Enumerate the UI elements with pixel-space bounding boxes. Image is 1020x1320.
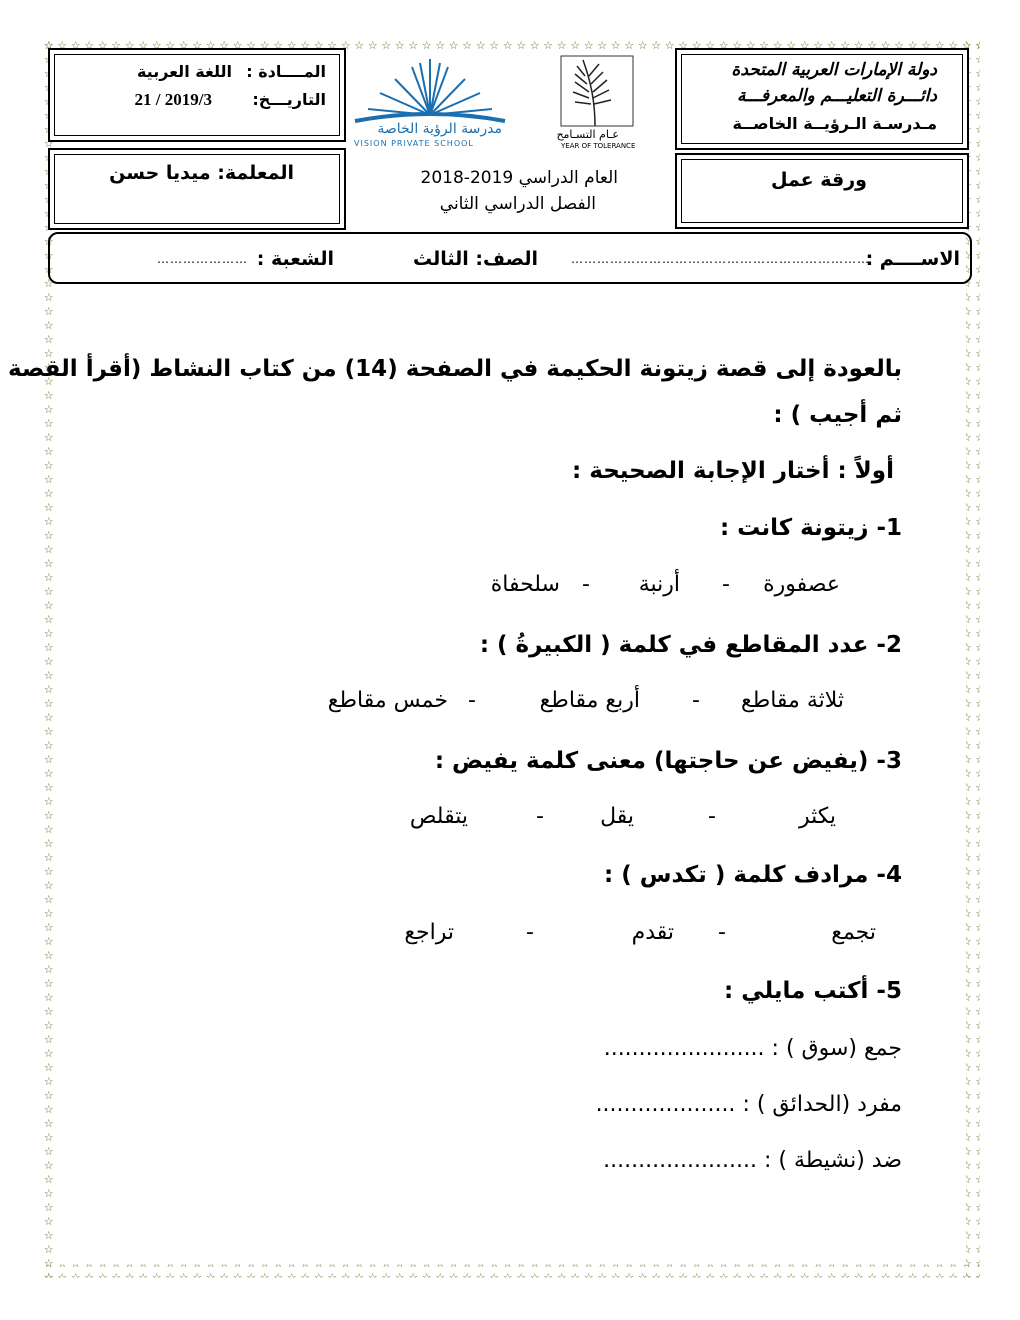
worksheet-title-box [675, 153, 969, 229]
year-of-tolerance-logo [545, 52, 645, 150]
q5-item-3-blank[interactable]: ...................... [603, 1148, 757, 1173]
q4-option-2[interactable]: تقدم [631, 920, 674, 945]
section-label: الشعبة : [256, 248, 334, 270]
q5-item-2-prompt: مفرد (الحدائق ) : [742, 1092, 902, 1117]
tolerance-arabic: عـام التسـامح [556, 128, 619, 141]
q2-sep-1: - [692, 688, 700, 713]
semester: الفصل الدراسي الثاني [439, 194, 596, 214]
q3-sep-1: - [708, 804, 716, 829]
question-3: 3- (يفيض عن حاجتها) معنى كلمة يفيض : [434, 748, 902, 774]
teacher-name: المعلمة: ميديا حسن [109, 162, 294, 184]
section-blank[interactable]: ………………… [157, 252, 248, 266]
grade: الصف: الثالث [413, 248, 538, 270]
q2-sep-2: - [468, 688, 476, 713]
q2-option-2[interactable]: أربع مقاطع [539, 688, 640, 713]
intro-line-2: ثم أجيب ) : [773, 402, 902, 428]
date-value [135, 90, 212, 110]
q5-item-2 [596, 1092, 902, 1117]
q5-item-1-prompt: جمع (سوق ) : [771, 1036, 902, 1061]
tolerance-english: YEAR OF TOLERANCE [561, 142, 636, 150]
subject-box [48, 48, 346, 142]
q5-item-3 [603, 1148, 902, 1173]
q5-item-3-prompt: ضد (نشيطة ) : [763, 1148, 902, 1173]
q2-option-3[interactable]: خمس مقاطع [327, 688, 448, 713]
q3-option-3[interactable]: يتقلص [409, 804, 468, 829]
department-name: دائـــرة التعليـــم والمعرفـــة [736, 86, 937, 106]
q1-sep-1: - [722, 572, 730, 597]
name-label: الاســــم : [865, 248, 960, 270]
vision-logo-english: VISION PRIVATE SCHOOL [354, 139, 474, 148]
q1-option-3[interactable]: سلحفاة [490, 572, 560, 597]
q5-item-1-blank[interactable]: ....................... [603, 1036, 765, 1061]
q3-option-1[interactable]: يكثر [798, 804, 836, 829]
ghaf-tree-icon [545, 52, 645, 130]
subject-value: اللغة العربية [136, 62, 232, 81]
q2-option-1[interactable]: ثلاثة مقاطع [741, 688, 844, 713]
country-name: دولة الإمارات العربية المتحدة [731, 60, 937, 80]
q4-sep-2: - [526, 920, 534, 945]
q3-sep-2: - [536, 804, 544, 829]
q4-sep-1: - [718, 920, 726, 945]
date-text: 21 / 2019/3 [134, 90, 212, 109]
question-5: 5- أكتب مايلي : [724, 978, 902, 1004]
subject-label: المــــادة : [246, 62, 326, 81]
school-name: مـدرسـة الـرؤيــة الخاصــة [732, 114, 937, 133]
vision-school-logo [350, 55, 510, 150]
vision-logo-arabic: مدرسة الرؤية الخاصة [377, 121, 502, 137]
student-info-bar [48, 232, 972, 284]
worksheet-title: ورقة عمل [770, 169, 867, 191]
name-blank[interactable]: …………………………………………………………… [571, 252, 870, 266]
academic-year: العام الدراسي 2019-2018 [420, 168, 618, 188]
q3-option-2[interactable]: يقل [600, 804, 634, 829]
question-4: 4- مرادف كلمة ( تكدس ) : [604, 862, 902, 888]
q1-option-1[interactable]: عصفورة [763, 572, 840, 597]
intro-line-1: بالعودة إلى قصة زيتونة الحكيمة في الصفحة (14) من كتاب النشاط (أقرأ القصة [8, 356, 902, 382]
sunburst-icon [350, 55, 510, 125]
question-2: 2- عدد المقاطع في كلمة ( الكبيرةُ ) : [479, 632, 902, 658]
ministry-box [675, 48, 969, 150]
section-heading: أولاً : أختار الإجابة الصحيحة : [572, 458, 894, 484]
q4-option-1[interactable]: تجمع [831, 920, 876, 945]
date-label: التاريـــخ: [252, 90, 326, 109]
q5-item-2-blank[interactable]: .................... [595, 1092, 736, 1117]
q1-option-2[interactable]: أرنبة [638, 572, 680, 597]
q4-option-3[interactable]: تراجع [404, 920, 454, 945]
teacher-box [48, 148, 346, 230]
q5-item-1 [604, 1036, 902, 1061]
question-1: 1- زيتونة كانت : [719, 515, 902, 541]
q1-sep-2: - [582, 572, 590, 597]
